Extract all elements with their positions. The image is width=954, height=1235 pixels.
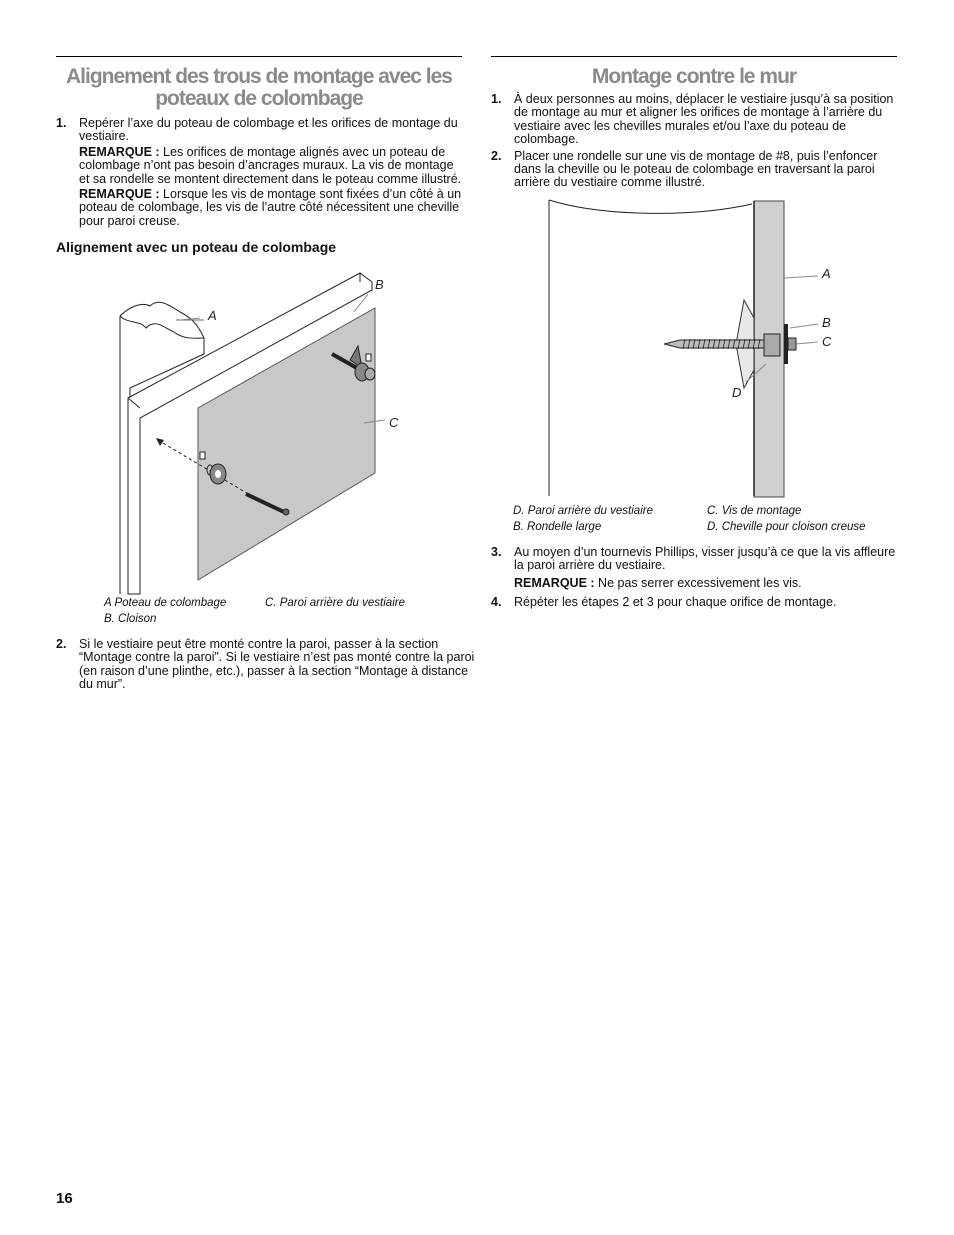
screw-icon [664, 340, 766, 348]
label-a: A [208, 308, 217, 323]
right-step-3 [491, 546, 897, 590]
step-number: 2. [491, 148, 502, 163]
step-text: Repérer l’axe du poteau de colombage et les orifices de montage du vestiaire. [79, 116, 458, 144]
step-text: Répéter les étapes 2 et 3 pour chaque orifice de montage. [514, 595, 837, 610]
right-step-4 [491, 596, 897, 609]
label-b: B [375, 277, 384, 292]
page-number: 16 [56, 1190, 73, 1207]
step-text: Si le vestiaire peut être monté contre la paroi, passer à la section “Montage contre la paroi”. Si le vestiaire n’est pas monté contre la paroi (en raison d’une plinthe, etc.), passer à la section “Montage à distance du mur”. [79, 637, 475, 692]
caption-b-washer: B. Rondelle large [513, 521, 602, 533]
left-top-rule [56, 56, 462, 57]
caption-c-screw: C. Vis de montage [707, 505, 802, 517]
step-number: 2. [56, 637, 67, 651]
stud-alignment-illustration [100, 268, 420, 596]
step-text: À deux personnes au moins, déplacer le vestiaire jusqu’à sa position de montage au mur et aligner les orifices de montage à l’arrière du vestiaire avec les chevilles murales et/ou l’axe du poteau de colombage. [514, 92, 894, 147]
right-step-2 [491, 150, 897, 190]
label-a: A [822, 266, 831, 281]
note-2 [79, 188, 462, 228]
note [514, 577, 897, 590]
step-text: Au moyen d’un tournevis Phillips, visser jusqu’à ce que la vis affleure la paroi arrière du vestiaire. [514, 545, 896, 573]
note-text: Lorsque les vis de montage sont fixées d’un côté à un poteau de colombage, les vis de l’autre côté nécessitent une cheville pour paroi creuse. [79, 187, 462, 228]
note-text: Les orifices de montage alignés avec un poteau de colombage n’ont pas besoin d’ancrages muraux. La vis de montage et sa rondelle se montent directement dans le poteau comme illustré. [79, 144, 462, 186]
left-column [56, 66, 462, 255]
label-d: D [732, 385, 742, 400]
right-column [491, 66, 897, 190]
washer-icon [784, 324, 788, 364]
label-c: C [822, 334, 832, 349]
caption-b: B. Cloison [104, 613, 157, 625]
wall-mounting-illustration [540, 196, 850, 502]
step-number: 4. [491, 595, 502, 610]
right-top-rule [491, 56, 897, 57]
left-step-1 [56, 117, 462, 228]
caption-d-anchor: D. Cheville pour cloison creuse [707, 521, 866, 533]
step-number: 1. [491, 92, 502, 106]
caption-c: C. Paroi arrière du vestiaire [265, 597, 405, 609]
right-section-title: Montage contre le mur [591, 65, 797, 88]
note-text: Ne pas serrer excessivement les vis. [594, 575, 802, 590]
caption-a: A Poteau de colombage [104, 597, 227, 609]
label-c: C [389, 415, 399, 430]
note-1 [79, 146, 462, 186]
note-label: REMARQUE : [514, 575, 595, 590]
note-label: REMARQUE : [79, 144, 160, 159]
step-text: Placer une rondelle sur une vis de montage de #8, puis l’enfoncer dans la cheville ou le poteau de colombage en traversant la paroi arrière du vestiaire comme illustré. [514, 148, 878, 190]
left-subheading: Alignement avec un poteau de colombage [56, 239, 337, 256]
left-step-2 [56, 638, 485, 692]
note-label: REMARQUE : [79, 187, 160, 202]
step-number: 1. [56, 116, 67, 130]
caption-d-back: D. Paroi arrière du vestiaire [513, 505, 653, 517]
right-step-1 [491, 93, 897, 147]
label-b: B [822, 315, 831, 330]
right-lower-steps [491, 546, 897, 610]
step-number: 3. [491, 545, 502, 559]
left-section-title: Alignement des trous de montage avec les poteaux de colombage [66, 65, 452, 110]
